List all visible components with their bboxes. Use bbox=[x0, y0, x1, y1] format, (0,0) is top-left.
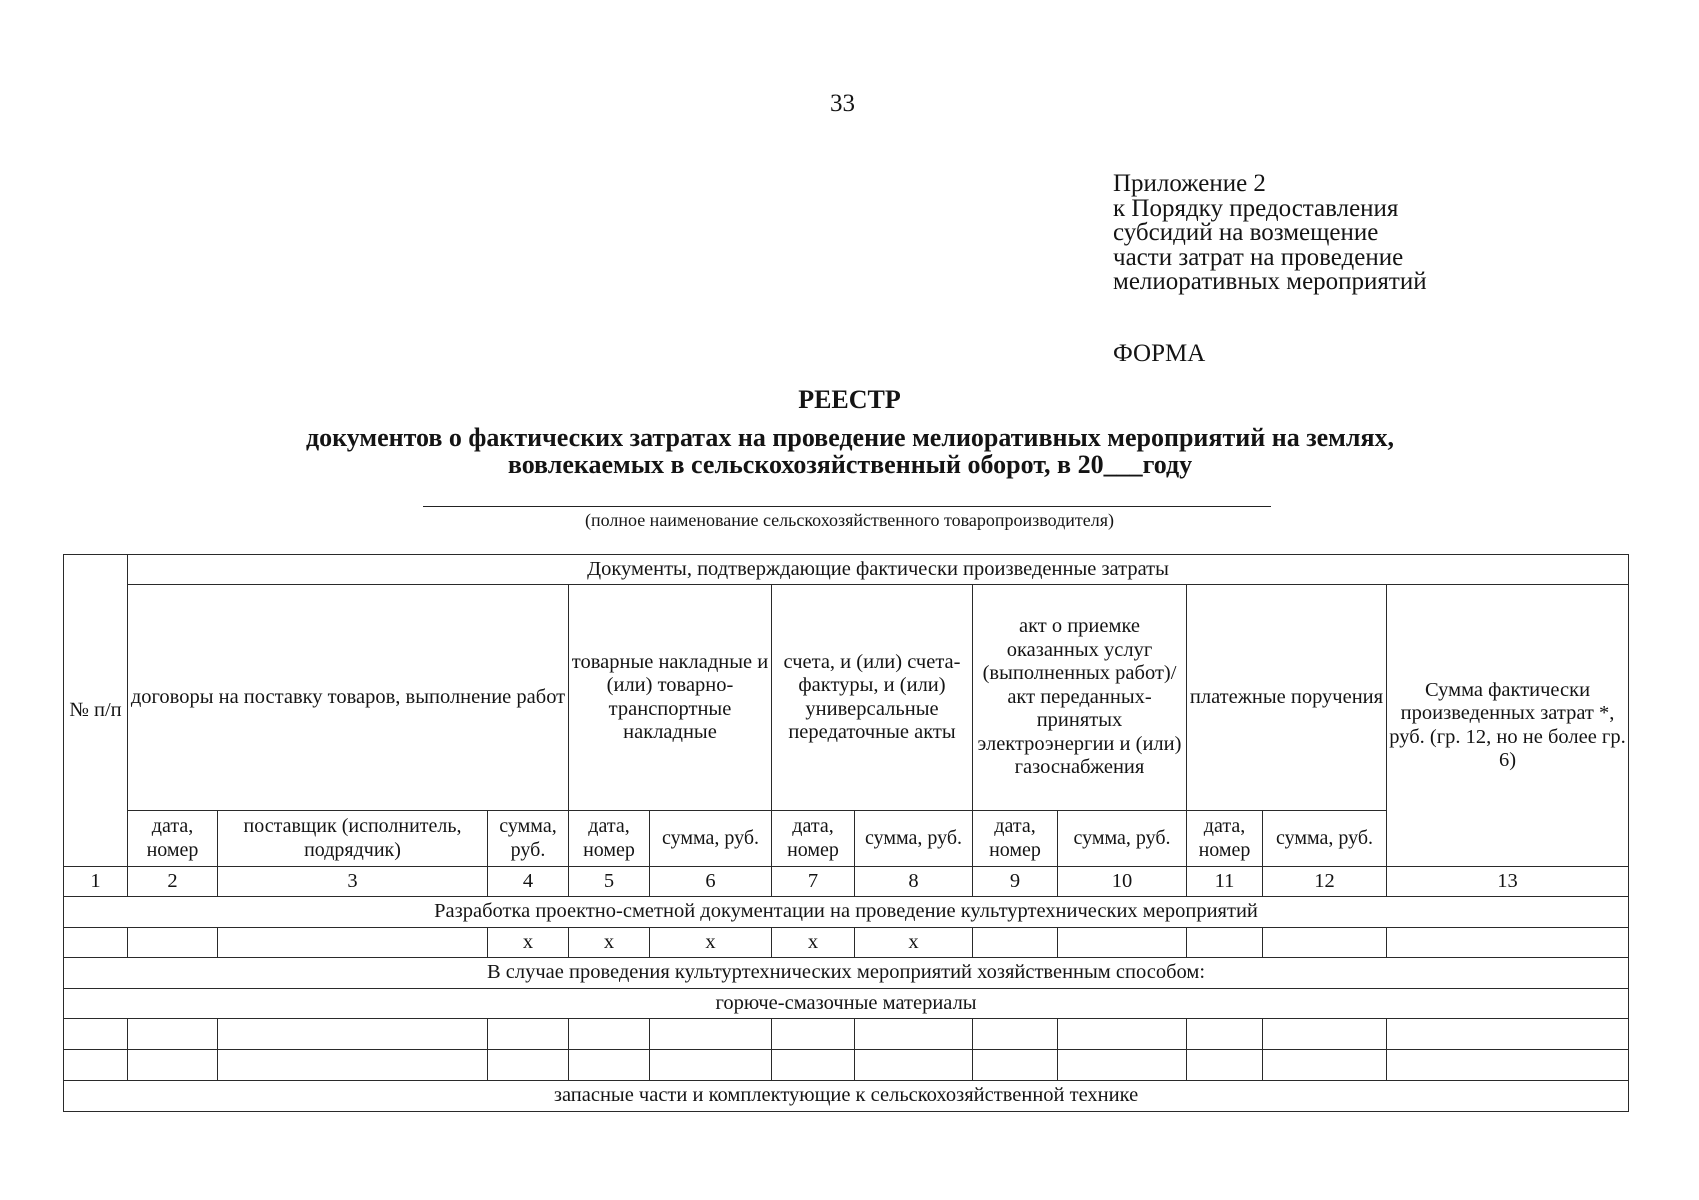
acts-header: акт о приемке оказанных услуг (выполненных работ)/ акт переданных-принятых электроэнергии и (или) газоснабжения bbox=[973, 585, 1187, 811]
table-cell[interactable] bbox=[1058, 1019, 1187, 1050]
supplier-subheader: поставщик (исполнитель, подрядчик) bbox=[218, 811, 488, 867]
table-cell[interactable] bbox=[1058, 928, 1187, 958]
table-cell[interactable] bbox=[650, 1050, 772, 1081]
sum-subheader: сумма, руб. bbox=[1263, 811, 1387, 867]
table-cell[interactable] bbox=[1187, 1019, 1263, 1050]
table-cell[interactable] bbox=[973, 1019, 1058, 1050]
table-cell[interactable] bbox=[772, 1019, 855, 1050]
x-mark-cell: х bbox=[488, 928, 569, 958]
date-number-subheader: дата, номер bbox=[569, 811, 650, 867]
appendix-line: мелиоративных мероприятий bbox=[1113, 268, 1427, 295]
date-number-subheader: дата, номер bbox=[772, 811, 855, 867]
column-number: 13 bbox=[1387, 867, 1629, 897]
sum-subheader: сумма, руб. bbox=[855, 811, 973, 867]
table-header-row bbox=[64, 555, 1629, 585]
sum-subheader: сумма, руб. bbox=[1058, 811, 1187, 867]
column-number: 5 bbox=[569, 867, 650, 897]
table-row bbox=[64, 1019, 1629, 1050]
table-cell[interactable] bbox=[1263, 1019, 1387, 1050]
invoices-header: счета, и (или) счета-фактуры, и (или) универсальные передаточные акты bbox=[772, 585, 973, 811]
table-cell[interactable] bbox=[1058, 1050, 1187, 1081]
table-cell[interactable] bbox=[1187, 928, 1263, 958]
table-cell[interactable] bbox=[218, 1019, 488, 1050]
table-cell[interactable] bbox=[569, 1019, 650, 1050]
table-cell[interactable] bbox=[128, 928, 218, 958]
registry-table bbox=[63, 554, 1629, 1112]
payments-header: платежные поручения bbox=[1187, 585, 1387, 811]
waybills-header: товарные накладные и (или) товарно-транспортные накладные bbox=[569, 585, 772, 811]
appendix-line: части затрат на проведение bbox=[1113, 243, 1404, 271]
column-number: 2 bbox=[128, 867, 218, 897]
column-number: 11 bbox=[1187, 867, 1263, 897]
sum-subheader: сумма, руб. bbox=[650, 811, 772, 867]
subtitle-line: вовлекаемых в сельскохозяйственный оборот, в 20___году bbox=[507, 450, 1193, 479]
form-label: ФОРМА bbox=[1113, 340, 1206, 367]
producer-name-line[interactable] bbox=[423, 506, 1271, 507]
table-header-row bbox=[64, 585, 1629, 811]
x-mark-cell: х bbox=[650, 928, 772, 958]
appendix-block bbox=[1113, 172, 1427, 295]
subtitle-line: документов о фактических затратах на проведение мелиоративных мероприятий на землях, bbox=[305, 423, 1395, 452]
column-number: 10 bbox=[1058, 867, 1187, 897]
date-number-subheader: дата, номер bbox=[128, 811, 218, 867]
table-cell[interactable] bbox=[1263, 1050, 1387, 1081]
table-cell[interactable] bbox=[218, 1050, 488, 1081]
table-row bbox=[64, 928, 1629, 958]
table-cell[interactable] bbox=[488, 1019, 569, 1050]
table-cell[interactable] bbox=[855, 1050, 973, 1081]
table-cell[interactable] bbox=[1263, 928, 1387, 958]
table-cell[interactable] bbox=[1387, 928, 1629, 958]
column-number: 1 bbox=[64, 867, 128, 897]
section-row bbox=[64, 1081, 1629, 1112]
document-subtitle bbox=[200, 424, 1500, 478]
table-cell[interactable] bbox=[64, 1050, 128, 1081]
contracts-header: договоры на поставку товаров, выполнение работ bbox=[128, 585, 569, 811]
column-numbers-row bbox=[64, 867, 1629, 897]
table-cell[interactable] bbox=[1187, 1050, 1263, 1081]
table-cell[interactable] bbox=[218, 928, 488, 958]
column-number: 4 bbox=[488, 867, 569, 897]
table-cell[interactable] bbox=[973, 1050, 1058, 1081]
section-row bbox=[64, 897, 1629, 928]
sum-subheader: сумма, руб. bbox=[488, 811, 569, 867]
column-number: 6 bbox=[650, 867, 772, 897]
section-row bbox=[64, 989, 1629, 1019]
table-cell[interactable] bbox=[1387, 1019, 1629, 1050]
table-cell[interactable] bbox=[772, 1050, 855, 1081]
producer-name-caption: (полное наименование сельскохозяйственного товаропроизводителя) bbox=[584, 510, 1115, 530]
x-mark-cell: х bbox=[855, 928, 973, 958]
table-cell[interactable] bbox=[64, 1019, 128, 1050]
table-cell[interactable] bbox=[128, 1019, 218, 1050]
column-number: 12 bbox=[1263, 867, 1387, 897]
table-cell[interactable] bbox=[855, 1019, 973, 1050]
total-sum-header: Сумма фактически произведенных затрат *, руб. (гр. 12, но не более гр. 6) bbox=[1387, 585, 1629, 867]
appendix-line: субсидий на возмещение bbox=[1113, 219, 1379, 246]
section-economic-method: В случае проведения культуртехнических мероприятий хозяйственным способом: bbox=[64, 958, 1629, 989]
col-number-header: № п/п bbox=[64, 555, 128, 867]
table-row bbox=[64, 1050, 1629, 1081]
table-cell[interactable] bbox=[128, 1050, 218, 1081]
document-title: РЕЕСТР bbox=[798, 385, 901, 414]
section-spare-parts: запасные части и комплектующие к сельскохозяйственной технике bbox=[64, 1081, 1629, 1112]
section-row bbox=[64, 958, 1629, 989]
column-number: 7 bbox=[772, 867, 855, 897]
appendix-line: Приложение 2 bbox=[1113, 170, 1266, 197]
page-number: 33 bbox=[830, 90, 855, 117]
table-cell[interactable] bbox=[1387, 1050, 1629, 1081]
table-cell[interactable] bbox=[64, 928, 128, 958]
section-fuel-lubricants: горюче-смазочные материалы bbox=[64, 989, 1629, 1019]
column-number: 8 bbox=[855, 867, 973, 897]
column-number: 9 bbox=[973, 867, 1058, 897]
section-design-docs: Разработка проектно-сметной документации на проведение культуртехнических мероприятий bbox=[64, 897, 1629, 928]
table-cell[interactable] bbox=[650, 1019, 772, 1050]
column-number: 3 bbox=[218, 867, 488, 897]
date-number-subheader: дата, номер bbox=[1187, 811, 1263, 867]
x-mark-cell: х bbox=[772, 928, 855, 958]
table-cell[interactable] bbox=[488, 1050, 569, 1081]
x-mark-cell: х bbox=[569, 928, 650, 958]
documents-group-header: Документы, подтверждающие фактически произведенные затраты bbox=[128, 555, 1629, 585]
table-cell[interactable] bbox=[973, 928, 1058, 958]
date-number-subheader: дата, номер bbox=[973, 811, 1058, 867]
table-cell[interactable] bbox=[569, 1050, 650, 1081]
appendix-line: к Порядку предоставления bbox=[1113, 194, 1399, 222]
